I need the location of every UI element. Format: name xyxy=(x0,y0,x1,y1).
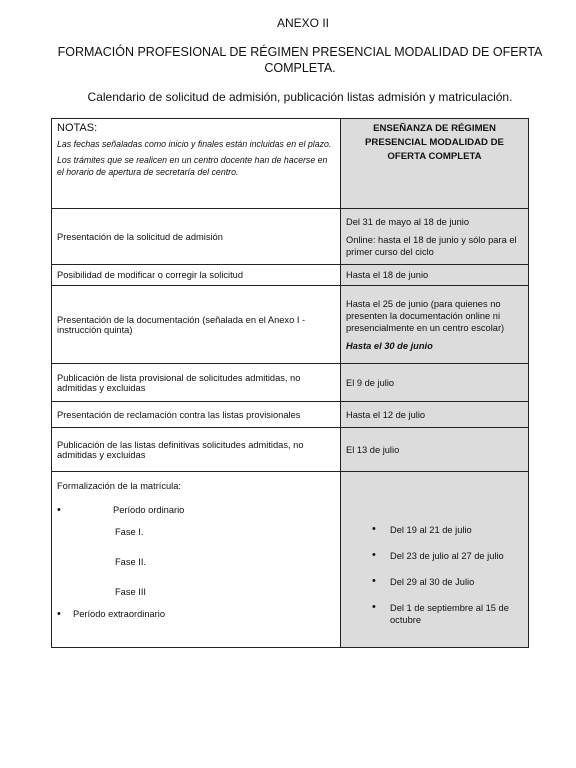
formalizacion-dates-cell xyxy=(341,472,529,648)
row-value: El 9 de julio xyxy=(341,364,529,402)
row-label: Presentación de reclamación contra las listas provisionales xyxy=(52,402,341,428)
list-item xyxy=(57,609,335,619)
row-value-line: Online: hasta el 18 de junio y sólo para el primer curso del ciclo xyxy=(346,234,517,257)
row-label: Posibilidad de modificar o corregir la solicitud xyxy=(52,265,341,286)
date-item: • Del 1 de septiembre al 15 de octubre xyxy=(346,602,523,626)
notes-cell xyxy=(52,119,341,209)
row-label: Publicación de las listas definitivas solicitudes admitidas, no admitidas y excluidas xyxy=(52,428,341,472)
formalizacion-label-cell xyxy=(52,472,341,648)
table-row xyxy=(52,209,529,265)
note-1: Las fechas señaladas como inicio y finales están incluidas en el plazo. xyxy=(57,139,332,149)
annex-label: ANEXO II xyxy=(276,16,329,30)
document-title: FORMACIÓN PROFESIONAL DE RÉGIMEN PRESENCIAL MODALIDAD DE OFERTA COMPLETA. xyxy=(57,45,543,75)
row-label: Presentación de la documentación (señalada en el Anexo I - instrucción quinta) xyxy=(52,286,341,364)
row-value: El 13 de julio xyxy=(341,428,529,472)
periodo-extraordinario: Período extraordinario xyxy=(73,609,165,619)
date-item: • Del 23 de julio al 27 de julio xyxy=(346,550,523,562)
table-header-row xyxy=(52,119,529,209)
table-row xyxy=(52,402,529,428)
list-item xyxy=(57,505,335,515)
table-row xyxy=(52,428,529,472)
row-label: Publicación de lista provisional de solicitudes admitidas, no admitidas y excluidas xyxy=(52,364,341,402)
notes-heading: NOTAS: xyxy=(57,122,98,134)
fase-3: Fase III xyxy=(115,587,147,597)
row-value xyxy=(341,286,529,364)
row-value-line: Del 31 de mayo al 18 de junio xyxy=(346,216,470,227)
date-item: • Del 19 al 21 de julio xyxy=(346,524,523,536)
row-value: Hasta el 18 de junio xyxy=(341,265,529,286)
fase-2: Fase II. xyxy=(115,557,147,567)
calendar-table xyxy=(51,118,529,648)
table-row xyxy=(52,265,529,286)
periodo-ordinario: Período ordinario xyxy=(113,505,185,515)
document-subtitle: Calendario de solicitud de admisión, publicación listas admisión y matriculación. xyxy=(87,90,513,104)
row-value-line: Hasta el 25 de junio (para quienes no presenten la documentación online ni presencialmente en un centro escolar) xyxy=(346,298,505,333)
formalizacion-row xyxy=(52,472,529,648)
row-label: Presentación de la solicitud de admisión xyxy=(52,209,341,265)
row-value-line: Hasta el 30 de junio xyxy=(346,340,433,351)
table-row xyxy=(52,286,529,364)
formalizacion-heading: Formalización de la matrícula: xyxy=(57,481,182,491)
date-item: • Del 29 al 30 de Julio xyxy=(346,576,523,588)
row-value xyxy=(341,209,529,265)
note-2: Los trámites que se realicen en un centro docente han de hacerse en el horario de apertura de secretaría del centro. xyxy=(57,155,328,177)
column-header: ENSEÑANZA DE RÉGIMEN PRESENCIAL MODALIDAD DE OFERTA COMPLETA xyxy=(341,119,529,209)
row-value: Hasta el 12 de julio xyxy=(341,402,529,428)
table-row xyxy=(52,364,529,402)
fase-1: Fase I. xyxy=(115,527,144,537)
